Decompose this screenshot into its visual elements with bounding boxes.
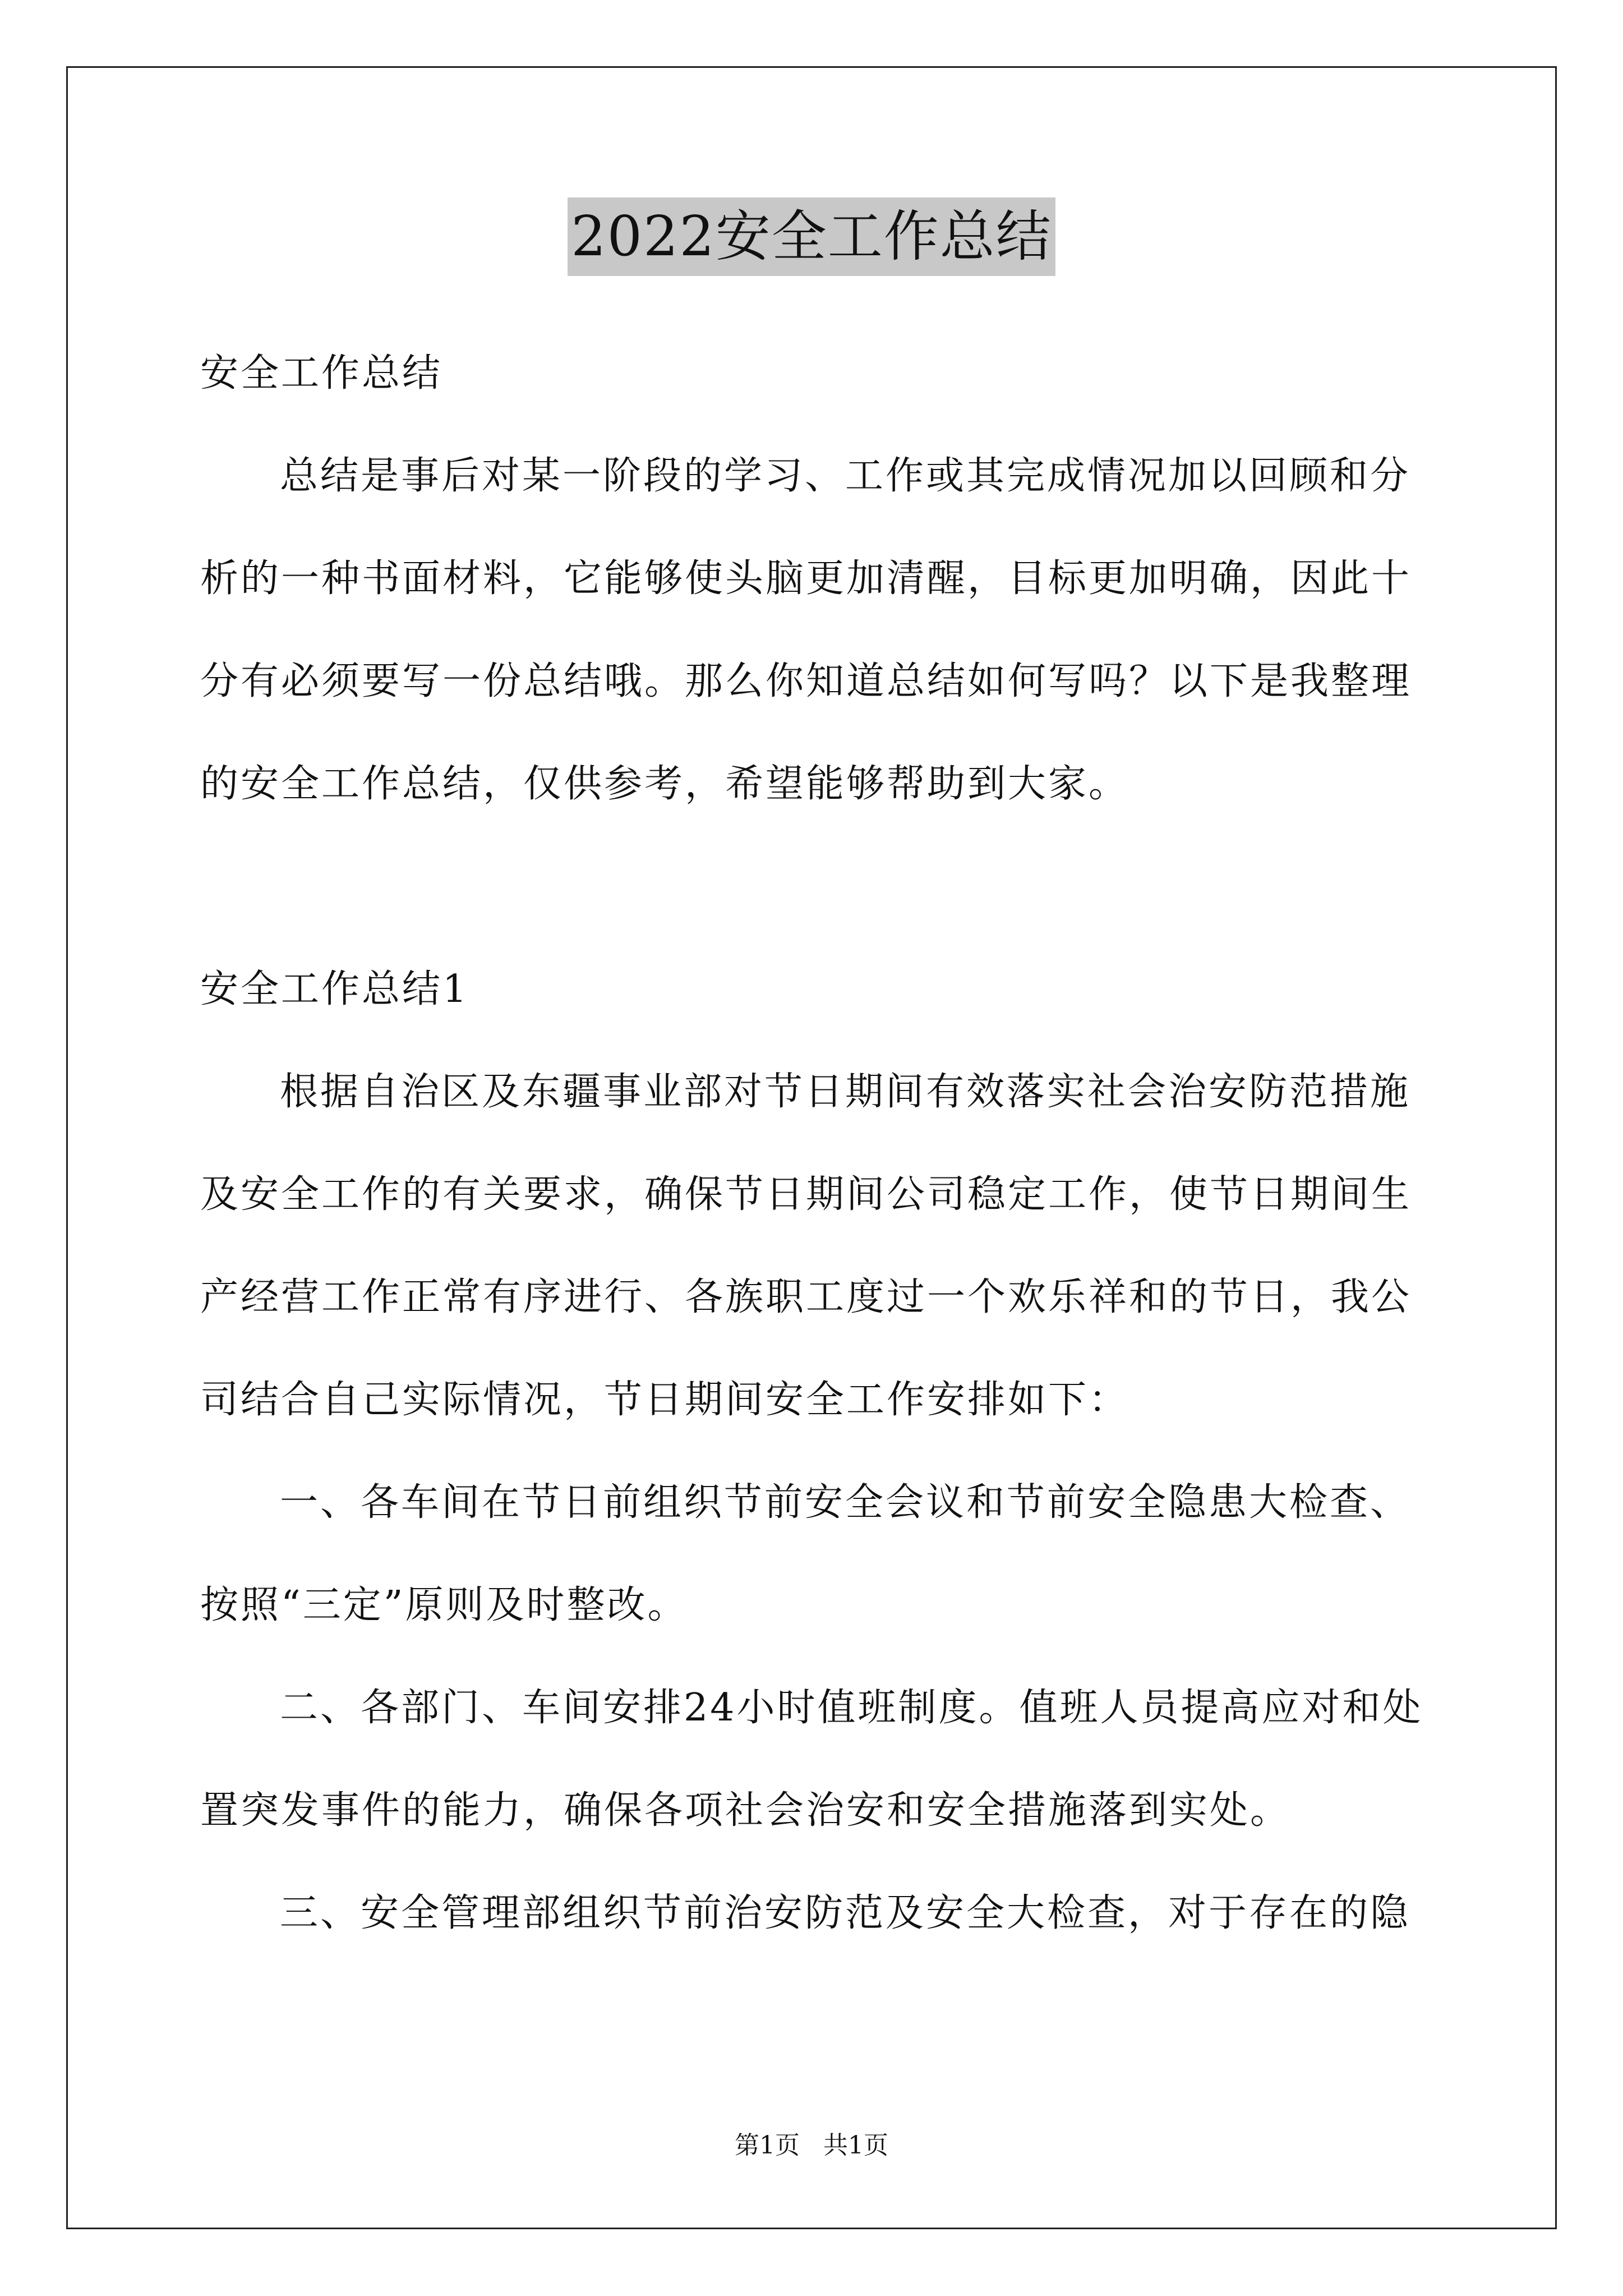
paragraph-line: 置突发事件的能力，确保各项社会治安和安全措施落到实处。 bbox=[200, 1788, 1291, 1833]
paragraph-line: 司结合自己实际情况，节日期间安全工作安排如下： bbox=[200, 1378, 1129, 1422]
section-heading: 安全工作总结1 bbox=[200, 967, 469, 1011]
paragraph-line: 三、安全管理部组织节前治安防范及安全大检查，对于存在的隐 bbox=[280, 1891, 1411, 1935]
document-title: 2022安全工作总结 bbox=[568, 197, 1055, 276]
page-number: 第1页 bbox=[735, 2131, 800, 2160]
paragraph-line: 的安全工作总结，仅供参考，希望能够帮助到大家。 bbox=[200, 762, 1129, 806]
paragraph-line: 一、各车间在节日前组织节前安全会议和节前安全隐患大检查、 bbox=[280, 1480, 1411, 1525]
document-body bbox=[200, 322, 1428, 1964]
page-total: 共1页 bbox=[823, 2131, 888, 2160]
paragraph-line: 及安全工作的有关要求，确保节日期间公司稳定工作，使节日期间生 bbox=[200, 1172, 1412, 1217]
paragraph-line: 分有必须要写一份总结哦。那么你知道总结如何写吗？以下是我整理 bbox=[200, 659, 1412, 703]
paragraph-line: 根据自治区及东疆事业部对节日期间有效落实社会治安防范措施 bbox=[280, 1070, 1411, 1114]
paragraph-spacer bbox=[200, 835, 1428, 938]
page-footer bbox=[0, 2129, 1623, 2162]
paragraph-line: 产经营工作正常有序进行、各族职工度过一个欢乐祥和的节日，我公 bbox=[200, 1275, 1412, 1319]
title-container bbox=[0, 197, 1623, 276]
paragraph-line: 总结是事后对某一阶段的学习、工作或其完成情况加以回顾和分 bbox=[280, 454, 1411, 498]
paragraph-line: 按照“三定”原则及时整改。 bbox=[200, 1583, 688, 1627]
section-heading: 安全工作总结 bbox=[200, 351, 443, 395]
paragraph-line: 析的一种书面材料，它能够使头脑更加清醒，目标更加明确，因此十 bbox=[200, 556, 1412, 601]
paragraph-line: 二、各部门、车间安排24小时值班制度。值班人员提高应对和处 bbox=[280, 1686, 1423, 1730]
